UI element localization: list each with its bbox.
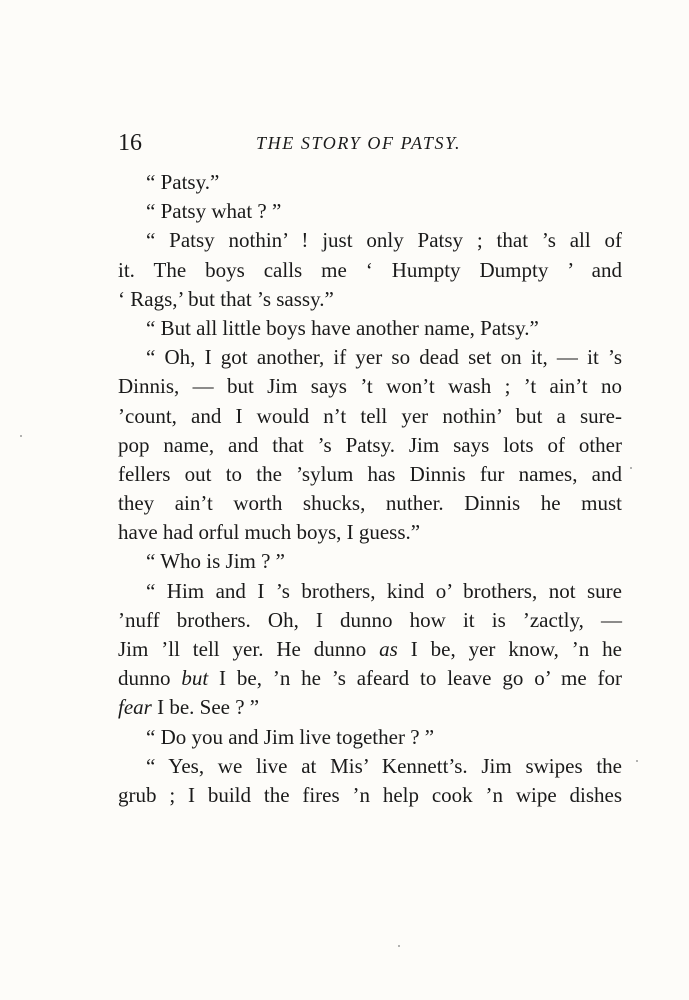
- text-line: [118, 431, 622, 460]
- text-line: [118, 402, 622, 431]
- text-line: [118, 781, 622, 810]
- running-title: THE STORY OF PATSY.: [256, 133, 462, 153]
- paper-speck: [20, 435, 22, 437]
- text-line: [118, 664, 622, 693]
- text-segment: “ Oh, I got another, if yer so dead set on it, — it ’s: [146, 345, 622, 370]
- text-line: [118, 518, 622, 547]
- text-segment: “ Who is Jim ? ”: [146, 549, 286, 574]
- text-segment: fellers out to the ’sylum has Dinnis fur names, and: [118, 461, 622, 486]
- text-segment: “ Do you and Jim live together ? ”: [146, 724, 435, 749]
- text-line: [118, 343, 622, 372]
- text-segment-italic: as: [379, 637, 398, 661]
- text-line: [118, 577, 622, 606]
- text-segment: I be, ’n he ’s afeard to leave go o’ me for: [208, 666, 622, 691]
- text-segment: ’nuff brothers. Oh, I dunno how it is ’zactly, —: [118, 607, 622, 632]
- text-segment: dunno: [118, 666, 182, 691]
- text-segment: “ Patsy nothin’ ! just only Patsy ; that ’s all of: [146, 228, 622, 253]
- text-segment: “ Patsy what ? ”: [146, 199, 282, 224]
- text-segment: I be. See ? ”: [151, 695, 260, 720]
- text-line: [118, 460, 622, 489]
- paper-speck: [636, 760, 638, 762]
- text-segment: pop name, and that ’s Patsy. Jim says lots of other: [118, 432, 622, 457]
- body-text: [118, 168, 622, 810]
- text-segment: “ Him and I ’s brothers, kind o’ brothers, not sure: [146, 578, 622, 603]
- text-segment: “ But all little boys have another name, Patsy.”: [146, 315, 539, 340]
- text-segment: ’count, and I would n’t tell yer nothin’ but a sure-: [118, 403, 622, 428]
- paper-speck: [398, 945, 400, 947]
- text-line: [118, 693, 622, 722]
- text-segment: have had orful much boys, I guess.”: [118, 520, 421, 545]
- text-line: [118, 372, 622, 401]
- text-segment-italic: but: [181, 666, 209, 691]
- text-line: [118, 547, 622, 576]
- text-segment: Jim ’ll tell yer. He dunno: [118, 637, 380, 661]
- text-line: [118, 489, 622, 518]
- text-segment: they ain’t worth shucks, nuther. Dinnis he must: [118, 491, 622, 516]
- page-number: 16: [118, 130, 142, 156]
- text-line: [118, 723, 622, 752]
- text-line: [118, 256, 622, 285]
- text-line: [118, 197, 622, 226]
- paper-speck: [630, 467, 632, 469]
- text-line: [118, 285, 622, 314]
- text-segment: grub ; I build the fires ’n help cook ’n wipe dishes: [118, 782, 622, 807]
- running-head: [118, 130, 622, 160]
- text-line: [118, 635, 622, 664]
- text-segment: “ Yes, we live at Mis’ Kennett’s. Jim swipes the: [146, 753, 622, 778]
- text-line: [118, 168, 622, 197]
- text-segment: Dinnis, — but Jim says ’t won’t wash ; ’t ain’t no: [118, 374, 622, 399]
- text-segment: “ Patsy.”: [146, 170, 220, 194]
- text-segment-italic: fear: [118, 695, 152, 720]
- text-line: [118, 226, 622, 255]
- text-segment: it. The boys calls me ‘ Humpty Dumpty ’ and: [118, 257, 622, 282]
- text-segment: ‘ Rags,’ but that ’s sassy.”: [118, 286, 334, 311]
- text-line: [118, 314, 622, 343]
- text-segment: I be, yer know, ’n he: [397, 637, 622, 661]
- text-line: [118, 606, 622, 635]
- text-line: [118, 752, 622, 781]
